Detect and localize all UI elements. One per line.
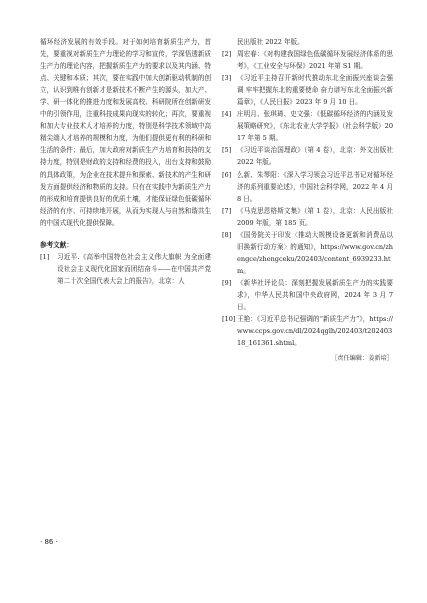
- reference-number: [6]: [222, 170, 232, 179]
- reference-item: [222, 229, 393, 277]
- reference-number: [4]: [222, 110, 232, 119]
- reference-text: 《马克思恩格斯文集》（第 1 卷），北京：人民出版社 2009 年版，第 185 页。: [237, 206, 393, 227]
- reference-number: [1]: [40, 252, 50, 261]
- reference-text: 《国务院关于印发〈推动大规模设备更新和消费品以旧换新行动方案〉的通知》，https://www.gov.cn/zhengce/zhengceku/202403/content_6939233.htm。: [237, 230, 393, 275]
- reference-number: [3]: [222, 74, 232, 83]
- reference-item: [222, 277, 393, 313]
- reference-item: [222, 108, 393, 144]
- reference-number: [9]: [222, 278, 232, 287]
- body-paragraph: 循环经济发展的有效手段。对于如何培育新质生产力，首先，要重视对新质生产力理论的学习和宣传，学深悟透新质生产力的理论内容，把握新质生产力的要求以及其内涵、特点、关键和本质；其次，要在实践中加大创新驱动机制的创立，认识到唯有创新才是新技术不断产生的源头，加大产、学、研一体化的推进力度和发展高校、科研院所在创新研发中的引领作用，注重科技成果向现实的转化；再次，要重视和加大专业技术人才培养的力度，特别是科学技术领域中高精尖端人才培养的规模和力度，为他们提供更有利的科研和生活的条件；最后，加大政府对新质生产力培育和扶持的支持力度，特别是财政的支持和经费的投入，出台支持和鼓励的具体政策，为企业在技术提升和探索、新技术的产生和研发方面提供经济和物质的支持。只有在实践中为新质生产力的形成和培育提供良好的优质土壤，才能保证绿色低碳循环经济的有序、可持续地开展，从而为实现人与自然和谐共生的中国式现代化提供保障。: [40, 38, 211, 227]
- reference-number: [2]: [222, 50, 232, 59]
- reference-text: 习近平.《高举中国特色社会主义伟大旗帜 为全面建设社会主义现代化国家而团结奋斗——在中国共产党第二十次全国代表大会上的报告》，北京：人: [57, 252, 211, 285]
- reference-item: [222, 36, 393, 48]
- reference-item: [222, 313, 393, 349]
- reference-item: [40, 251, 211, 287]
- editor-note: ［责任编辑：姜新培］: [331, 355, 393, 363]
- reference-text: 周宏春：《对构建我国绿色低碳循环发展经济体系的思考》，《工业安全与环保》2021 年第 S1 期。: [237, 50, 393, 71]
- reference-text: 么新、朱琴阳：《深入学习领会习近平总书记对循环经济的系列重要论述》，中国社会科学网，2022 年 4 月 8 日。: [237, 170, 393, 203]
- right-column: [222, 36, 393, 365]
- page-number: · 86 ·: [40, 538, 58, 546]
- reference-text: 王艳：《习近平总书记强调的“新质生产力”》，https://www.ccps.gov.cn/dl/2024qglh/202403/t20240318_161361.shtml。: [237, 315, 393, 348]
- reference-number: [5]: [222, 146, 232, 155]
- reference-number: [8]: [222, 230, 232, 239]
- reference-item: [222, 48, 393, 72]
- reference-text: 民出版社 2022 年版。: [237, 38, 304, 46]
- reference-text: 庄明月、张琪琦、史文强：《低碳循环经济的内涵及发展策略研究》，《东北农业大学学报》（社会科学版）2017 年第 5 期。: [237, 110, 393, 143]
- references-heading: 参考文献：: [40, 240, 73, 249]
- reference-item: [222, 205, 393, 229]
- reference-number: [10]: [222, 315, 236, 324]
- reference-item: [222, 169, 393, 205]
- reference-text: 《新华社评论员：深刻把握发展新质生产力的实践要求》，中华人民共和国中央政府网，2024 年 3 月 7 日。: [237, 278, 393, 312]
- reference-text: 《习近平主持召开新时代推动东北全面振兴座谈会强调 牢牢把握东北的重要使命 奋力谱写东北全面振兴新篇章》，《人民日报》2023 年 9 月 10 日。: [237, 74, 393, 107]
- reference-text: 《习近平谈治国理政》（第 4 卷），北京：外文出版社 2022 年版。: [237, 146, 393, 167]
- reference-number: [7]: [222, 206, 232, 215]
- left-column: [40, 36, 211, 287]
- reference-item: [222, 72, 393, 108]
- reference-item: [222, 144, 393, 168]
